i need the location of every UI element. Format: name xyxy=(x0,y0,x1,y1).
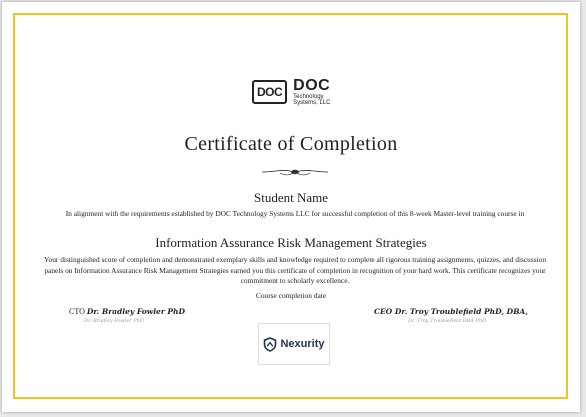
left-signatory-title: CTO xyxy=(69,307,85,316)
flourish-divider xyxy=(260,166,330,178)
left-signature: Dr. Bradley Fowler PhD xyxy=(84,318,144,324)
sponsor-name: Nexurity xyxy=(280,338,325,350)
logo-line2: Systems, LLC xyxy=(293,99,331,106)
right-signatory xyxy=(374,307,528,316)
logo-wordmark xyxy=(293,78,330,106)
right-signature: Dr. Troy Troublefield DBA PhD xyxy=(408,318,487,324)
intro-text: In alignment with the requirements established by DOC Technology Systems LLC for successful completion of this 8-week Master-level training course in xyxy=(65,209,525,218)
sponsor-logo xyxy=(258,323,330,365)
shield-icon xyxy=(263,337,277,352)
right-signatory-title: CEO Dr. Troy Troublefield PhD, DBA, xyxy=(374,307,528,316)
completion-date-label: Course completion date xyxy=(255,291,327,300)
student-name: Student Name xyxy=(253,190,328,205)
logo-box: DOC xyxy=(252,80,287,104)
left-signatory xyxy=(69,307,185,316)
certificate-title: Certificate of Completion xyxy=(184,133,398,155)
logo-name: DOC xyxy=(293,76,331,94)
logo-line1: Technology xyxy=(293,93,324,100)
description-text: Your distinguished score of completion and demonstrated exemplary skills and knowledge required to complete all rigorous training assignments, quizzes, and discussion panels on Information Assurance Risk Management Strategies earned you this certificate of completion in recognition of your hard work. This certificate recognizes your commitment to scholarly excellence. xyxy=(43,255,547,285)
course-name: Information Assurance Risk Management Strategies xyxy=(155,235,427,250)
left-signatory-name: Dr. Bradley Fowler PhD xyxy=(86,307,185,316)
doc-logo xyxy=(252,78,331,105)
certificate-page xyxy=(2,2,580,412)
